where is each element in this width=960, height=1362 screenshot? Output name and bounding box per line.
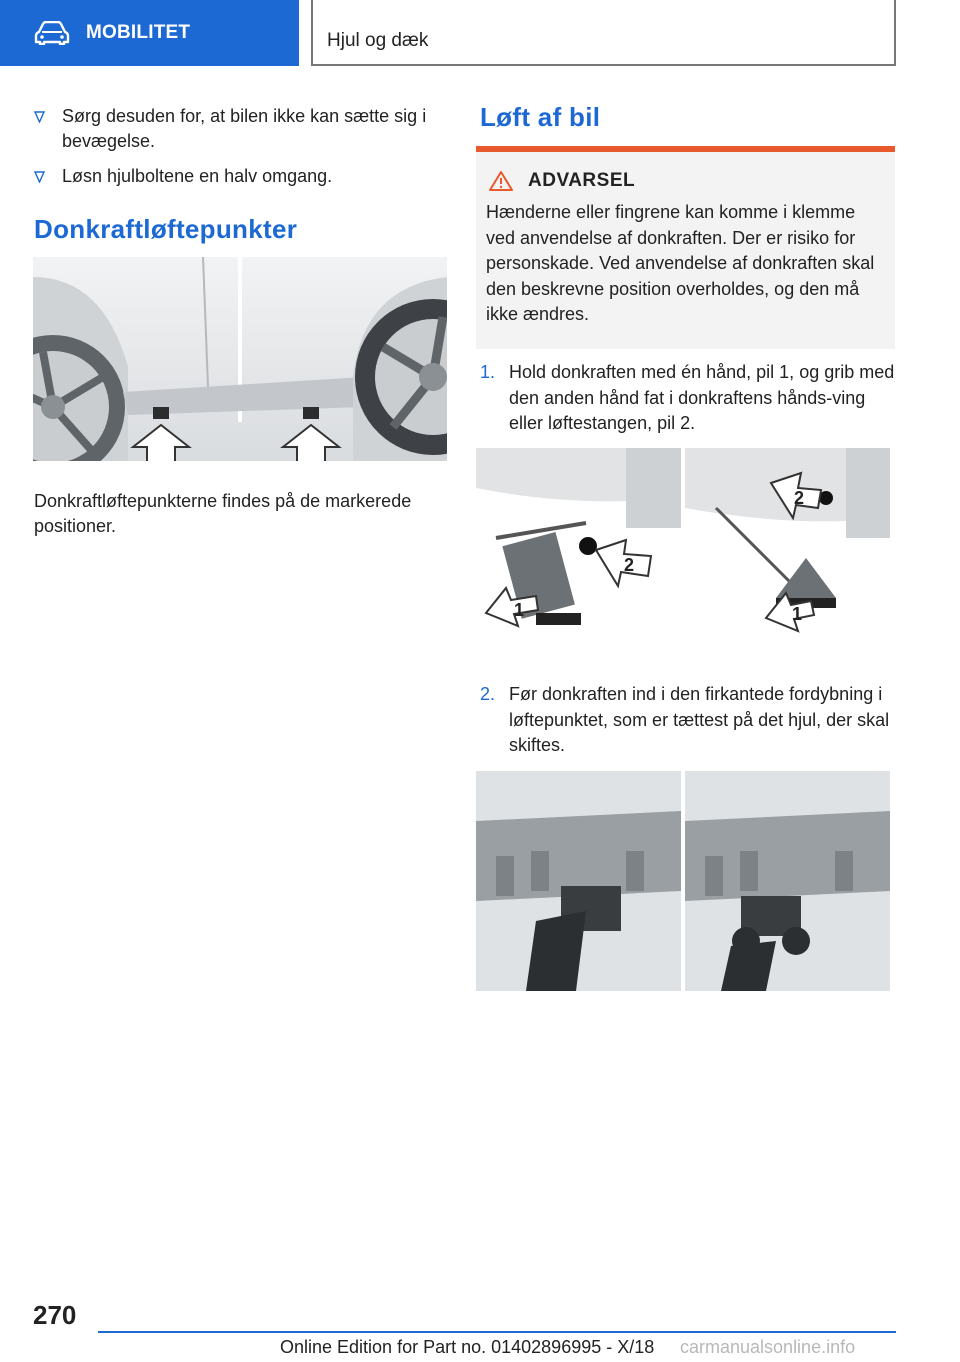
warning-box xyxy=(476,146,895,349)
step-text: Før donkraften ind i den firkantede fordybning i løftepunktet, som er tættest på det hjul, der skal skiftes. xyxy=(509,684,890,755)
arrow-label: 2 xyxy=(624,555,635,575)
section-label: MOBILITET xyxy=(86,22,191,43)
section-heading-right: Løft af bil xyxy=(480,102,601,132)
arrow-label: 1 xyxy=(514,600,525,620)
section-tab xyxy=(0,0,299,66)
jacking-points-figure xyxy=(33,257,447,461)
arrow-label: 1 xyxy=(792,604,803,624)
step-item xyxy=(480,682,896,759)
arrow-label: 2 xyxy=(794,488,805,508)
step-item xyxy=(480,360,896,437)
left-column xyxy=(34,104,448,245)
bullet-triangle-icon xyxy=(34,111,45,123)
bullet-text: Sørg desuden for, at bilen ikke kan sætte sig i bevægelse. xyxy=(62,106,427,151)
warning-title: ADVARSEL xyxy=(528,170,636,191)
warning-triangle-icon xyxy=(488,170,514,192)
chapter-tab xyxy=(311,0,896,66)
edition-text: Online Edition for Part no. 01402896995 - X/18 xyxy=(280,1337,655,1357)
warning-text: Hænderne eller fingrene kan komme i klemme ved anvendelse af donkraften. Der er risiko for personskade. Ved anvendelse af donkraften skal den beskrevne position overholdes, og den må ikke ændres. xyxy=(486,202,875,324)
bullet-triangle-icon xyxy=(34,171,45,183)
chapter-title: Hjul og dæk xyxy=(327,30,429,51)
step-text: Hold donkraften med én hånd, pil 1, og grib med den anden hånd fat i donkraftens hånds-ving eller løftestangen, pil 2. xyxy=(509,362,895,433)
jack-handling-figure xyxy=(476,448,890,644)
car-icon xyxy=(34,21,70,45)
footer-divider xyxy=(98,1331,896,1333)
list-item xyxy=(34,164,448,189)
watermark: carmanualsonline.info xyxy=(680,1337,856,1357)
page-number: 270 xyxy=(33,1300,77,1330)
list-item xyxy=(34,104,448,154)
jack-handling-illustration xyxy=(476,448,890,644)
jack-seat-figure xyxy=(476,771,890,991)
bullet-text: Løsn hjulboltene en halv omgang. xyxy=(62,166,333,186)
section-heading: Donkraftløftepunkter xyxy=(34,214,298,244)
jack-seat-illustration xyxy=(476,771,890,991)
jacking-points-illustration xyxy=(33,257,447,461)
step-number: 1. xyxy=(480,362,496,382)
step-number: 2. xyxy=(480,684,496,704)
figure-caption: Donkraftløftepunkterne findes på de markerede positioner. xyxy=(34,491,412,536)
